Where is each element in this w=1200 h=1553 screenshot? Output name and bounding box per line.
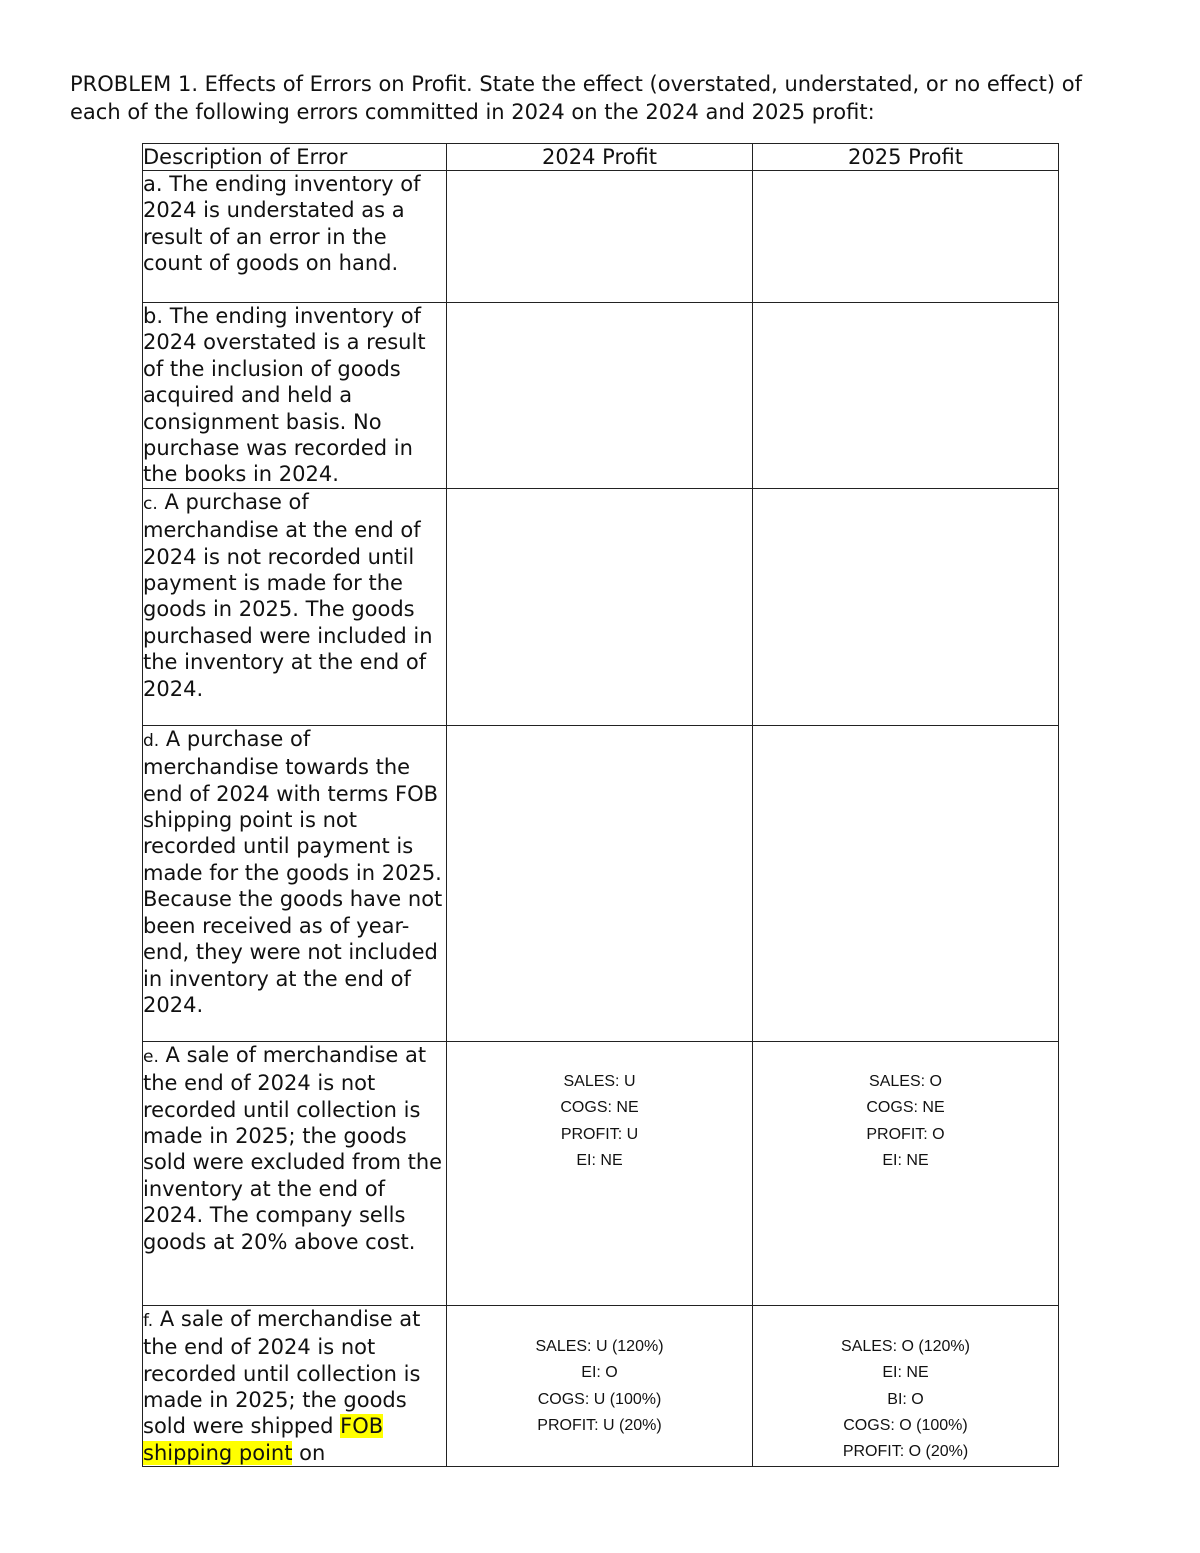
error-letter: d. bbox=[143, 730, 160, 751]
table-row bbox=[143, 1041, 1059, 1305]
answer-list bbox=[560, 1069, 638, 1175]
answer-line: COGS: NE bbox=[866, 1099, 945, 1117]
error-description bbox=[143, 1041, 447, 1305]
answer-line: SALES: O bbox=[869, 1072, 942, 1090]
error-letter: a. bbox=[143, 172, 163, 196]
table-header-row bbox=[143, 144, 1059, 171]
answer-2024-cell[interactable] bbox=[447, 171, 753, 303]
error-description bbox=[143, 488, 447, 725]
answer-line: PROFIT: U (20%) bbox=[537, 1417, 662, 1435]
error-text: A sale of merchandise at the end of 2024 is not recorded until collection is made in 2025; the goods sold were shipped bbox=[143, 1306, 421, 1439]
answer-2024-cell bbox=[447, 1305, 753, 1466]
error-text-end: on bbox=[292, 1440, 326, 1465]
answer-2025-cell[interactable] bbox=[753, 488, 1059, 725]
answer-list bbox=[841, 1334, 970, 1466]
answer-list bbox=[866, 1069, 944, 1175]
table-row bbox=[143, 488, 1059, 725]
header-2025-profit: 2025 Profit bbox=[753, 144, 1059, 171]
header-description: Description of Error bbox=[143, 144, 447, 171]
answer-list bbox=[535, 1334, 663, 1440]
answer-line: COGS: O (100%) bbox=[843, 1417, 968, 1435]
answer-2025-cell[interactable] bbox=[753, 303, 1059, 489]
error-letter: c. bbox=[143, 493, 158, 514]
answer-line: EI: NE bbox=[882, 1152, 929, 1170]
answer-line: PROFIT: O bbox=[866, 1125, 945, 1143]
answer-2025-cell bbox=[753, 1041, 1059, 1305]
error-text: The ending inventory of 2024 is understated as a result of an error in the count of goods on hand. bbox=[143, 172, 421, 276]
error-text: The ending inventory of 2024 overstated is a result of the inclusion of goods acquired and held a consignment basis. No purchase was recorded in the books in 2024. bbox=[143, 304, 426, 487]
answer-line: COGS: U (100%) bbox=[537, 1390, 662, 1408]
error-effects-table bbox=[142, 143, 1059, 1467]
answer-2025-cell[interactable] bbox=[753, 171, 1059, 303]
error-text: A sale of merchandise at the end of 2024 is not recorded until collection is made in 2025; the goods sold were excluded from the inventory at the end of 2024. The company sells goods at 20% above cost. bbox=[143, 1042, 443, 1254]
error-text: A purchase of merchandise at the end of 2024 is not recorded until payment is made for the goods in 2025. The goods purchased were included in the inventory at the end of 2024. bbox=[143, 489, 433, 701]
error-letter: f. bbox=[143, 1310, 154, 1331]
error-description bbox=[143, 1305, 447, 1466]
answer-line: BI: O bbox=[887, 1390, 924, 1408]
answer-2025-cell bbox=[753, 1305, 1059, 1466]
answer-line: SALES: U bbox=[563, 1072, 636, 1090]
table-row bbox=[143, 171, 1059, 303]
error-description bbox=[143, 725, 447, 1041]
error-description bbox=[143, 171, 447, 303]
header-2024-profit: 2024 Profit bbox=[447, 144, 753, 171]
problem-title: PROBLEM 1. Effects of Errors on Profit. State the effect (overstated, understated, or no effect) of each of the following errors committed in 2024 on the 2024 and 2025 profit: bbox=[70, 72, 1083, 124]
table-row bbox=[143, 1305, 1059, 1466]
answer-line: SALES: O (120%) bbox=[841, 1337, 970, 1355]
highlighted-text: FOB shipping point bbox=[143, 1414, 384, 1465]
answer-2025-cell[interactable] bbox=[753, 725, 1059, 1041]
error-letter: b. bbox=[143, 304, 164, 328]
table-row bbox=[143, 725, 1059, 1041]
answer-line: COGS: NE bbox=[560, 1099, 639, 1117]
answer-2024-cell[interactable] bbox=[447, 303, 753, 489]
answer-2024-cell[interactable] bbox=[447, 725, 753, 1041]
answer-2024-cell bbox=[447, 1041, 753, 1305]
answer-line: EI: NE bbox=[576, 1152, 623, 1170]
answer-2024-cell[interactable] bbox=[447, 488, 753, 725]
answer-line: PROFIT: U bbox=[560, 1125, 639, 1143]
error-text: A purchase of merchandise towards the end of 2024 with terms FOB shipping point is not recorded until payment is made for the goods in 2025. Because the goods have not been received as of year-end, they were not included in inventory at the end of 2024. bbox=[143, 726, 443, 1017]
error-letter: e. bbox=[143, 1046, 159, 1067]
table-row bbox=[143, 303, 1059, 489]
answer-line: EI: O bbox=[581, 1364, 618, 1382]
error-description bbox=[143, 303, 447, 489]
answer-line: EI: NE bbox=[882, 1364, 929, 1382]
answer-line: PROFIT: O (20%) bbox=[842, 1443, 969, 1461]
answer-line: SALES: U (120%) bbox=[535, 1337, 664, 1355]
